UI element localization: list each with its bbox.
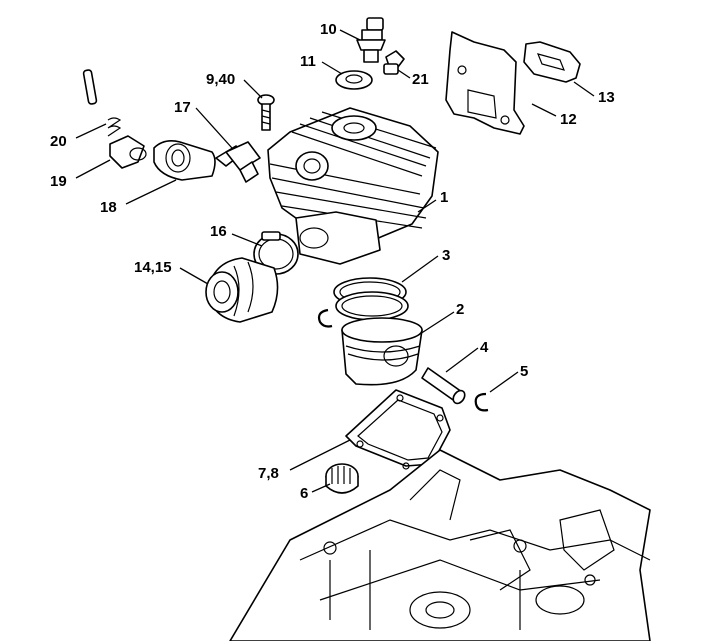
part-2-piston — [342, 318, 422, 385]
callout-13: 13 — [598, 89, 615, 106]
part-5-circlip — [476, 394, 488, 410]
part-3-piston-rings — [334, 278, 408, 320]
callout-21: 21 — [412, 71, 429, 88]
leader-2 — [420, 312, 454, 334]
callout-19: 19 — [50, 173, 67, 190]
callout-2: 2 — [456, 301, 465, 318]
part-6-needle-bearing — [326, 464, 358, 493]
part-10-decompression-valve — [357, 18, 385, 62]
leader-21 — [398, 70, 410, 78]
leader-3 — [402, 256, 438, 282]
leader-17 — [196, 108, 232, 148]
callout-4: 4 — [480, 339, 489, 356]
part-9-40-screw — [258, 95, 274, 130]
callout-20: 20 — [50, 133, 67, 150]
callout-11: 11 — [300, 53, 316, 70]
callout-12: 12 — [560, 111, 577, 128]
callout-17: 17 — [174, 99, 191, 116]
leader-19 — [76, 160, 110, 178]
part-19-spark-plug-boot — [110, 136, 146, 168]
leader-13 — [574, 82, 594, 96]
leader-20 — [76, 124, 106, 138]
callout-18: 18 — [100, 199, 117, 216]
leader-10 — [340, 30, 360, 40]
leader-16 — [232, 234, 262, 246]
callout-6: 6 — [300, 485, 309, 502]
leader-18 — [126, 180, 176, 204]
callout-5: 5 — [520, 363, 529, 380]
part-13-exhaust-gasket — [524, 42, 580, 82]
callout-7-8: 7,8 — [258, 465, 279, 482]
leader-12 — [532, 104, 556, 116]
leader-1415 — [180, 268, 208, 284]
part-18-intake-flange — [154, 141, 215, 180]
part-17-spark-plug — [216, 142, 260, 182]
piston-circlip-left — [319, 310, 332, 327]
part-14-15-intake-manifold — [206, 258, 278, 322]
leader-4 — [446, 348, 478, 372]
leader-11 — [322, 62, 342, 74]
callout-1: 1 — [440, 189, 449, 206]
crankcase — [230, 450, 650, 641]
callout-14-15: 14,15 — [134, 259, 172, 276]
callout-9-40: 9,40 — [206, 71, 236, 88]
part-4-piston-pin — [422, 368, 467, 406]
callout-16: 16 — [210, 223, 227, 240]
callout-10: 10 — [320, 21, 337, 38]
leader-5 — [490, 372, 518, 392]
part-21-plug — [384, 51, 404, 74]
part-1-cylinder — [268, 108, 438, 264]
part-12-heat-shield — [446, 32, 524, 134]
callout-3: 3 — [442, 247, 451, 264]
leader-940 — [244, 80, 262, 98]
